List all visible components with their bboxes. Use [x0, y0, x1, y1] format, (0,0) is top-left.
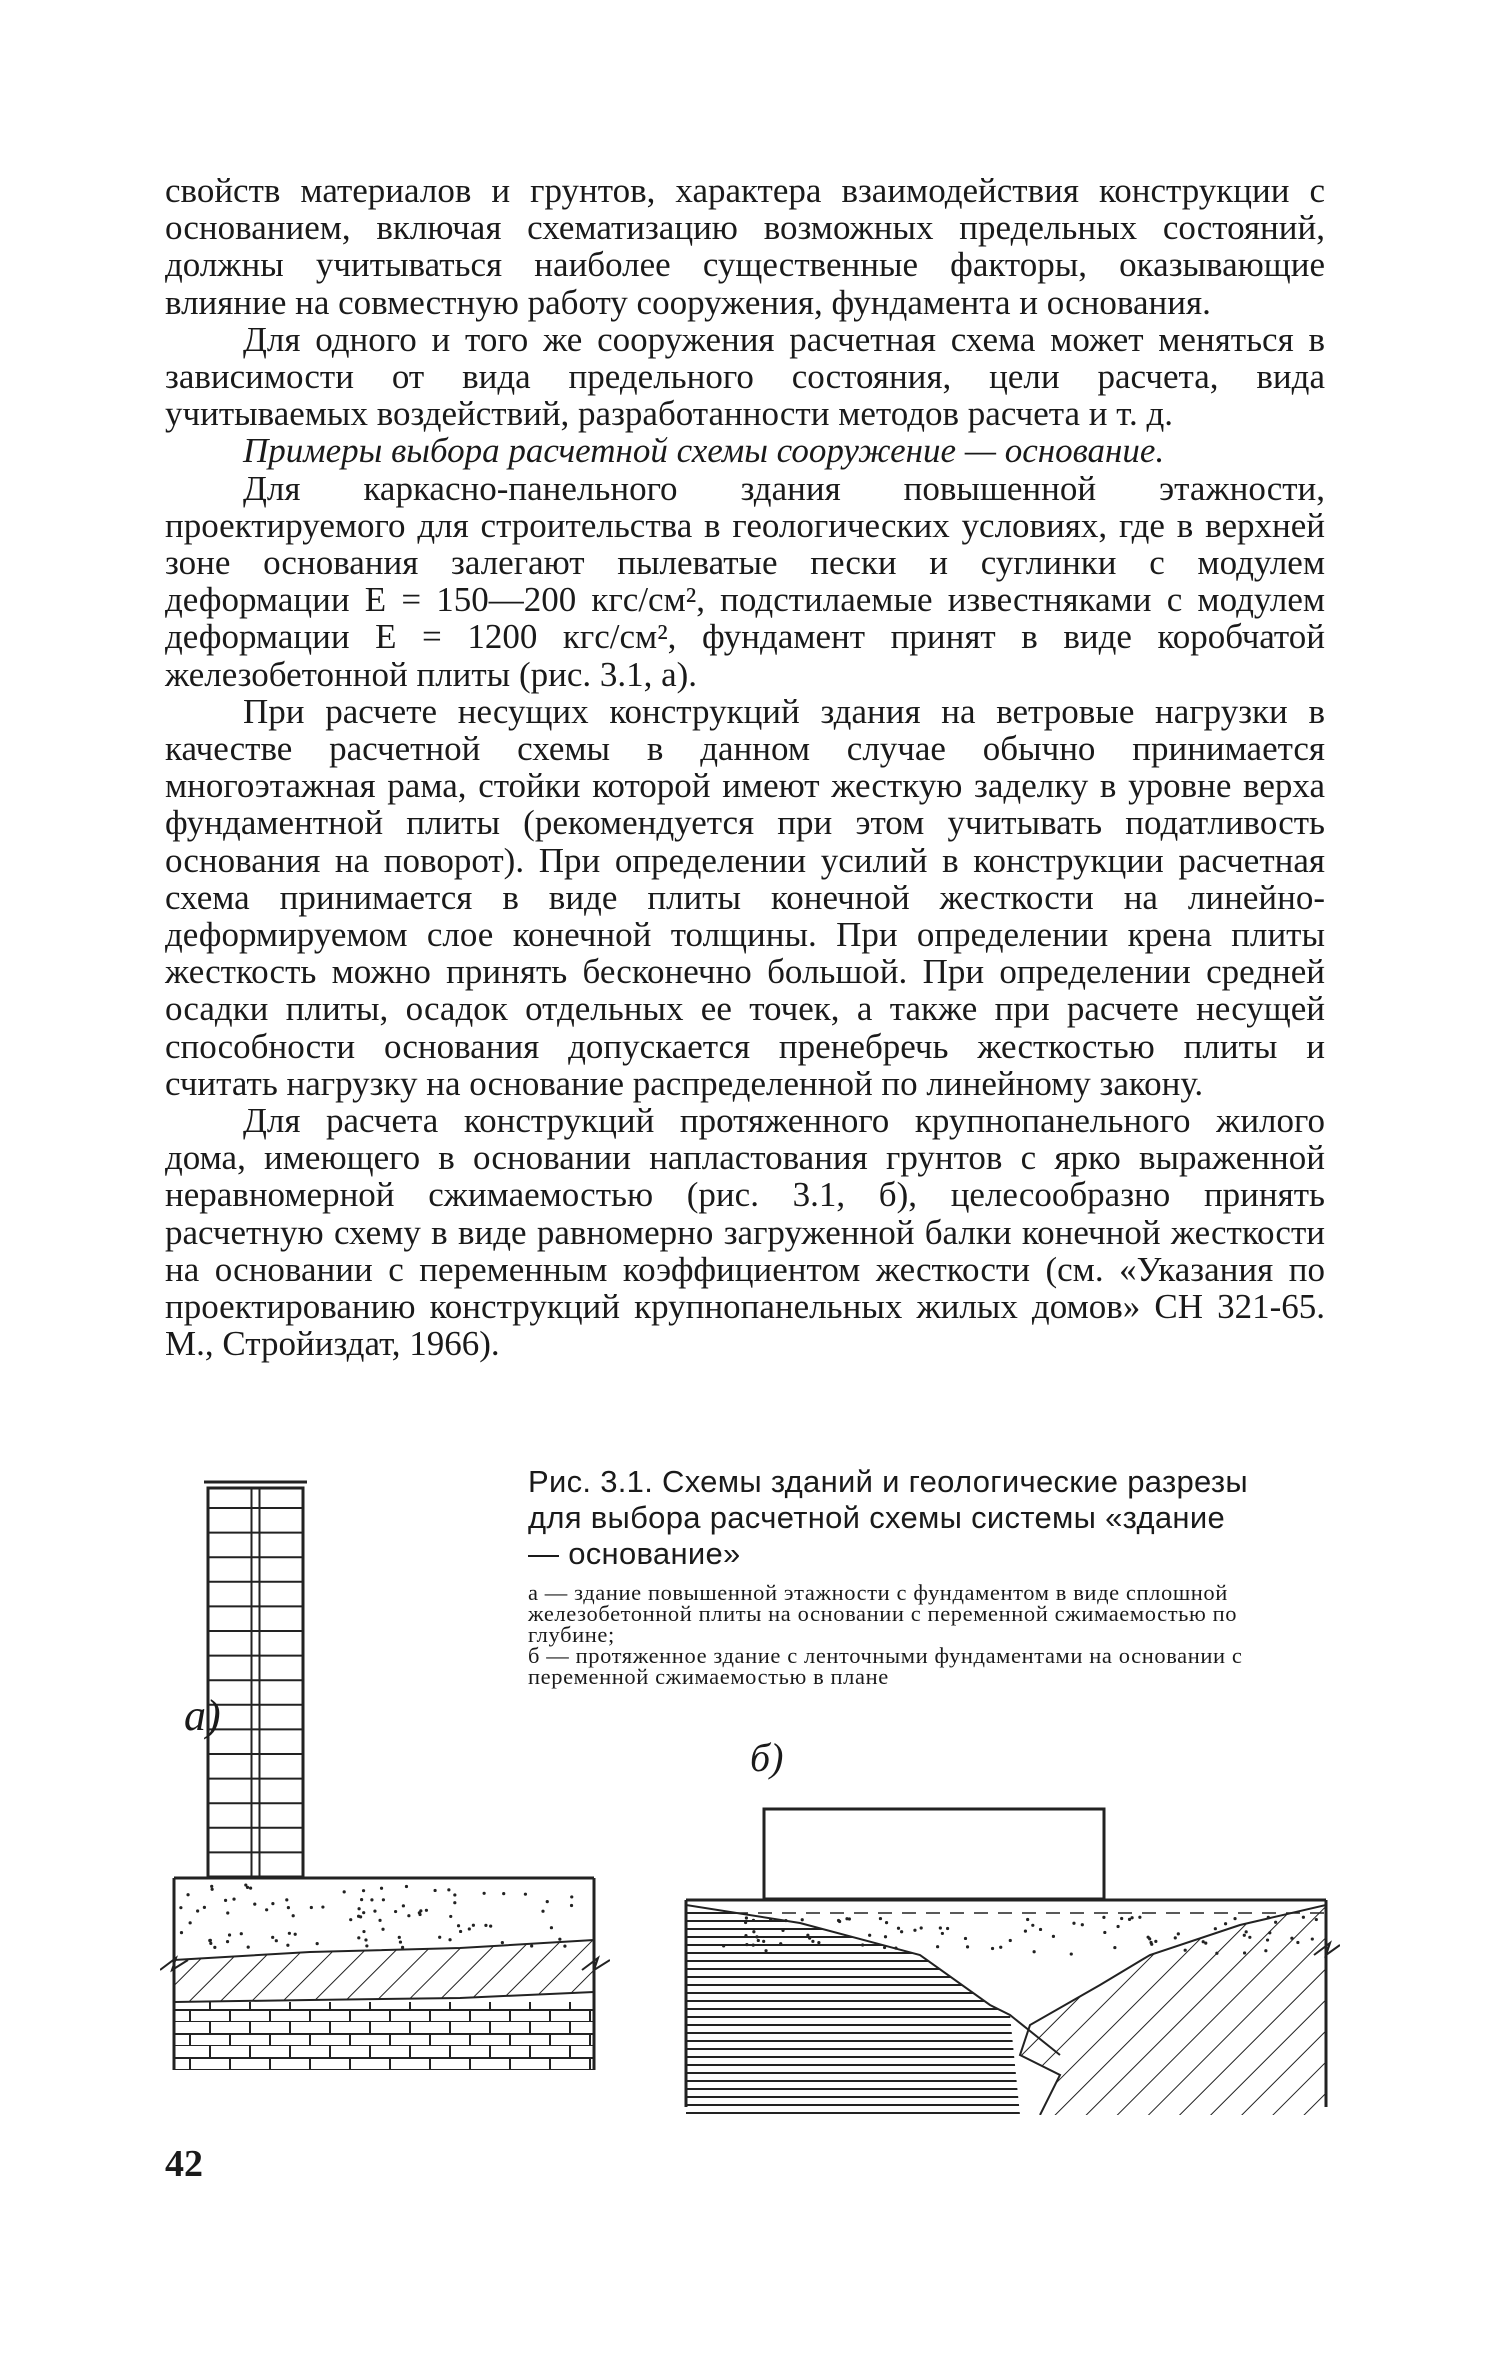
- sand-dot: [203, 1906, 206, 1909]
- sand-dot: [1215, 1952, 1218, 1955]
- sand-dot: [900, 1930, 903, 1933]
- sand-dot: [861, 1943, 864, 1946]
- sand-dot: [1130, 1916, 1133, 1919]
- sand-dot: [991, 1947, 994, 1950]
- sand-dot: [1072, 1922, 1075, 1925]
- sand-dot: [380, 1887, 383, 1890]
- sand-dot: [920, 1926, 923, 1929]
- sand-dot: [524, 1893, 527, 1896]
- sand-dot: [1184, 1949, 1187, 1952]
- sand-dot: [936, 1945, 939, 1948]
- sand-dot: [1120, 1917, 1123, 1920]
- sand-dot: [365, 1944, 368, 1947]
- sand-dot: [1290, 1937, 1293, 1940]
- sand-dot: [244, 1883, 247, 1886]
- sand-dot: [1102, 1916, 1105, 1919]
- sand-dot: [310, 1906, 313, 1909]
- sand-dot: [1031, 1924, 1034, 1927]
- sand-dot: [838, 1920, 841, 1923]
- sand-dot: [1033, 1950, 1036, 1953]
- sand-dot: [1039, 1928, 1042, 1931]
- sand-dot: [370, 1898, 373, 1901]
- sand-dot: [208, 1939, 211, 1942]
- sand-dot: [189, 1921, 192, 1924]
- sand-dot: [752, 1919, 755, 1922]
- sand-dot: [999, 1946, 1002, 1949]
- sand-dot: [762, 1940, 765, 1943]
- sand-dot: [541, 1910, 544, 1913]
- sand-dot: [1311, 1937, 1314, 1940]
- sand-dot: [1174, 1936, 1177, 1939]
- sand-dot: [209, 1942, 212, 1945]
- sand-dot: [502, 1892, 505, 1895]
- sand-dot: [364, 1938, 367, 1941]
- sand-dot: [453, 1901, 456, 1904]
- sand-dot: [1243, 1951, 1246, 1954]
- sand-dot: [966, 1945, 969, 1948]
- sand-dot: [808, 1937, 811, 1940]
- sand-dot: [247, 1945, 250, 1948]
- sand-dot: [817, 1941, 820, 1944]
- paragraph: Для расчета конструкций протяженного крупнопанельного жилого дома, имеющего в основании напластования грунтов с ярко выраженной неравномерной сжимаемостью (рис. 3.1, б), целесообразно принять расчетную схему в виде равномерно загруженной балки конечной жесткости на основании с переменным коэффициентом жесткости (см. «Указания по проектированию конструкций крупнопанельных жилых домов» СН 321-65. М., Стройиздат, 1966).: [165, 1101, 1325, 1364]
- sand-dot: [1024, 1930, 1027, 1933]
- sand-dot: [224, 1899, 227, 1902]
- sand-dot: [879, 1917, 882, 1920]
- sand-dot: [752, 1944, 755, 1947]
- section-heading: Примеры выбора расчетной схемы сооружение — основание.: [243, 431, 1165, 471]
- sand-dot: [781, 1929, 784, 1932]
- figure-caption: [528, 1464, 1258, 1687]
- sand-dot: [1266, 1938, 1269, 1941]
- sand-dot: [399, 1940, 402, 1943]
- sand-dot: [180, 1931, 183, 1934]
- sand-dot: [1113, 1946, 1116, 1949]
- sand-dot: [484, 1924, 487, 1927]
- sand-dot: [362, 1930, 365, 1933]
- sand-dot: [357, 1915, 360, 1918]
- sand-dot: [362, 1889, 365, 1892]
- sand-dot: [913, 1929, 916, 1932]
- sand-dot: [845, 1917, 848, 1920]
- sand-dot: [1274, 1921, 1277, 1924]
- sand-dot: [402, 1904, 405, 1907]
- sand-dot: [418, 1913, 421, 1916]
- paragraph: Для одного и того же сооружения расчетная схема может меняться в зависимости от вида предельного состояния, цели расчета, вида учитываемых воздействий, разработанности методов расчета и т. д.: [165, 319, 1325, 434]
- sand-dot: [294, 1933, 297, 1936]
- sand-dot: [1026, 1918, 1029, 1921]
- sand-dot: [425, 1909, 428, 1912]
- sand-dot: [1103, 1931, 1106, 1934]
- legend-item-b: б — протяженное здание с ленточными фундаментами на основании с переменной сжимаемостью в плане: [528, 1643, 1243, 1689]
- sand-dot: [1177, 1932, 1180, 1935]
- sand-dot: [1248, 1936, 1251, 1939]
- figure-a-label: а): [184, 1691, 221, 1740]
- sand-dot: [362, 1911, 365, 1914]
- sand-dot: [394, 1910, 397, 1913]
- sand-dot: [378, 1919, 381, 1922]
- sand-dot: [232, 1898, 235, 1901]
- sand-dot: [468, 1927, 471, 1930]
- sand-dot: [249, 1887, 252, 1890]
- figure-b-diagram: [680, 1805, 1340, 2115]
- sand-dot: [811, 1940, 814, 1943]
- sand-dot: [292, 1914, 295, 1917]
- caption-legend: [528, 1582, 1258, 1687]
- sand-dot: [228, 1933, 231, 1936]
- sand-dot: [447, 1888, 450, 1891]
- building-a-frame: [208, 1488, 303, 1877]
- soil-layers-b: [686, 1901, 1326, 2115]
- sand-dot: [501, 1941, 504, 1944]
- soil-layers-a: [174, 1880, 594, 2072]
- sand-dot: [939, 1926, 942, 1929]
- sand-dot: [1245, 1930, 1248, 1933]
- sand-dot: [745, 1943, 748, 1946]
- sand-dot: [357, 1936, 360, 1939]
- sand-dot: [265, 1908, 268, 1911]
- paragraph: свойств материалов и грунтов, характера взаимодействия конструкции с основанием, включая схематизацию возможных предельных состояний, должны учитываться наиболее существенные факторы, оказывающие влияние на совместную работу сооружения, фундамента и основания.: [165, 171, 1325, 322]
- sand-dot: [457, 1924, 460, 1927]
- paragraph: При расчете несущих конструкций здания на ветровые нагрузки в качестве расчетной схемы в данном случае обычно принимается многоэтажная рама, стойки которой имеют жесткую заделку в уровне верха фундаментной плиты (рекомендуется при этом учитывать податливость основания на поворот). При определении усилий в конструкции расчетная схема принимается в виде плиты конечной жесткости на линейно-деформируемом слое конечной толщины. При определении крена плиты жесткость можно принять бесконечно большой. При определении средней осадки плиты, осадок отдельных ее точек, а также при расчете несущей способности основания допускается пренебречь жесткостью плиты и считать нагрузку на основание распределенной по линейному закону.: [165, 691, 1325, 1103]
- sand-dot: [964, 1937, 967, 1940]
- paragraph: Для каркасно-панельного здания повышенной этажности, проектируемого для строительства в геологических условиях, где в верхней зоне основания залегают пылеватые пески и суглинки с модулем деформации E = 150—200 кгс/см², подстилаемые известняками с модулем деформации E = 1200 кгс/см², фундамент принят в виде коробчатой железобетонной плиты (рис. 3.1, а).: [165, 468, 1325, 694]
- sand-dot: [316, 1942, 319, 1945]
- sand-dot: [801, 1918, 804, 1921]
- sand-dot: [186, 1893, 189, 1896]
- sand-dot: [546, 1900, 549, 1903]
- sand-dot: [570, 1904, 573, 1907]
- sand-dot: [745, 1916, 748, 1919]
- sand-dot: [1116, 1925, 1119, 1928]
- sand-dot: [286, 1944, 289, 1947]
- sand-dot: [349, 1918, 352, 1921]
- figure-b-label: б): [750, 1735, 784, 1780]
- sand-dot: [271, 1902, 274, 1905]
- sand-dot: [752, 1930, 755, 1933]
- sand-dot: [1081, 1923, 1084, 1926]
- sand-dot: [570, 1895, 573, 1898]
- sand-dot: [744, 1921, 747, 1924]
- sand-dot: [343, 1890, 346, 1893]
- sand-dot: [211, 1888, 214, 1891]
- sand-dot: [897, 1927, 900, 1930]
- sand-dot: [275, 1939, 278, 1942]
- sand-dot: [401, 1946, 404, 1949]
- body-text: [165, 172, 1325, 1363]
- sand-dot: [196, 1909, 199, 1912]
- sand-dot: [868, 1934, 871, 1937]
- sand-dot: [558, 1938, 561, 1941]
- sand-dot: [433, 1889, 436, 1892]
- sand-dot: [357, 1907, 360, 1910]
- sand-dot: [449, 1915, 452, 1918]
- sand-dot: [179, 1906, 182, 1909]
- sand-dot: [373, 1910, 376, 1913]
- page-number: 42: [165, 2143, 203, 2185]
- sand-dot: [1214, 1927, 1217, 1930]
- sand-dot: [755, 1935, 758, 1938]
- sand-dot: [448, 1938, 451, 1941]
- sand-dot: [1154, 1940, 1157, 1943]
- sand-dot: [453, 1893, 456, 1896]
- sand-dot: [210, 1885, 213, 1888]
- sand-dot: [1009, 1939, 1012, 1942]
- sand-dot: [472, 1924, 475, 1927]
- sand-dot: [489, 1925, 492, 1928]
- sand-dot: [1224, 1922, 1227, 1925]
- sand-dot: [459, 1930, 462, 1933]
- sand-dot: [1052, 1935, 1055, 1938]
- sand-dot: [779, 1942, 782, 1945]
- sand-dot: [287, 1906, 290, 1909]
- caption-title: Рис. 3.1. Схемы зданий и геологические разрезы для выбора расчетной схемы системы «здание — основание»: [528, 1464, 1248, 1571]
- sand-dot: [1296, 1941, 1299, 1944]
- sand-dot: [483, 1892, 486, 1895]
- sand-dot: [226, 1911, 229, 1914]
- legend-item-a: а — здание повышенной этажности с фундаментом в виде сплошной железобетонной плиты на основании с переменной сжимаемостью по глубине;: [528, 1580, 1238, 1647]
- sand-dot: [360, 1898, 363, 1901]
- sand-dot: [381, 1928, 384, 1931]
- sand-dot: [1315, 1918, 1318, 1921]
- sand-dot: [213, 1946, 216, 1949]
- sand-dot: [722, 1944, 725, 1947]
- sand-dot: [382, 1898, 385, 1901]
- sand-dot: [946, 1927, 949, 1930]
- sand-dot: [1302, 1916, 1305, 1919]
- sand-dot: [764, 1949, 767, 1952]
- sand-dot: [806, 1934, 809, 1937]
- sand-dot: [253, 1903, 256, 1906]
- sand-dot: [744, 1934, 747, 1937]
- building-a: [204, 1482, 307, 1877]
- sand-dot: [884, 1935, 887, 1938]
- sand-dot: [1138, 1916, 1141, 1919]
- sand-dot: [405, 1885, 408, 1888]
- sand-dot: [321, 1905, 324, 1908]
- sand-dot: [288, 1932, 291, 1935]
- sand-dot: [757, 1939, 760, 1942]
- sand-dot: [1202, 1940, 1205, 1943]
- sand-dot: [1070, 1952, 1073, 1955]
- sand-dot: [1243, 1934, 1246, 1937]
- sand-dot: [271, 1936, 274, 1939]
- sand-dot: [285, 1898, 288, 1901]
- sand-dot: [438, 1936, 441, 1939]
- sand-dot: [1150, 1943, 1153, 1946]
- sand-dot: [1268, 1931, 1271, 1934]
- sand-dot: [407, 1914, 410, 1917]
- sand-dot: [941, 1932, 944, 1935]
- sand-dot: [885, 1921, 888, 1924]
- sand-dot: [240, 1932, 243, 1935]
- sand-dot: [398, 1936, 401, 1939]
- sand-dot: [226, 1940, 229, 1943]
- sand-dot: [1264, 1949, 1267, 1952]
- sand-dot: [1233, 1917, 1236, 1920]
- building-b: [764, 1809, 1104, 1899]
- sand-dot: [550, 1926, 553, 1929]
- sand-dot: [1147, 1936, 1150, 1939]
